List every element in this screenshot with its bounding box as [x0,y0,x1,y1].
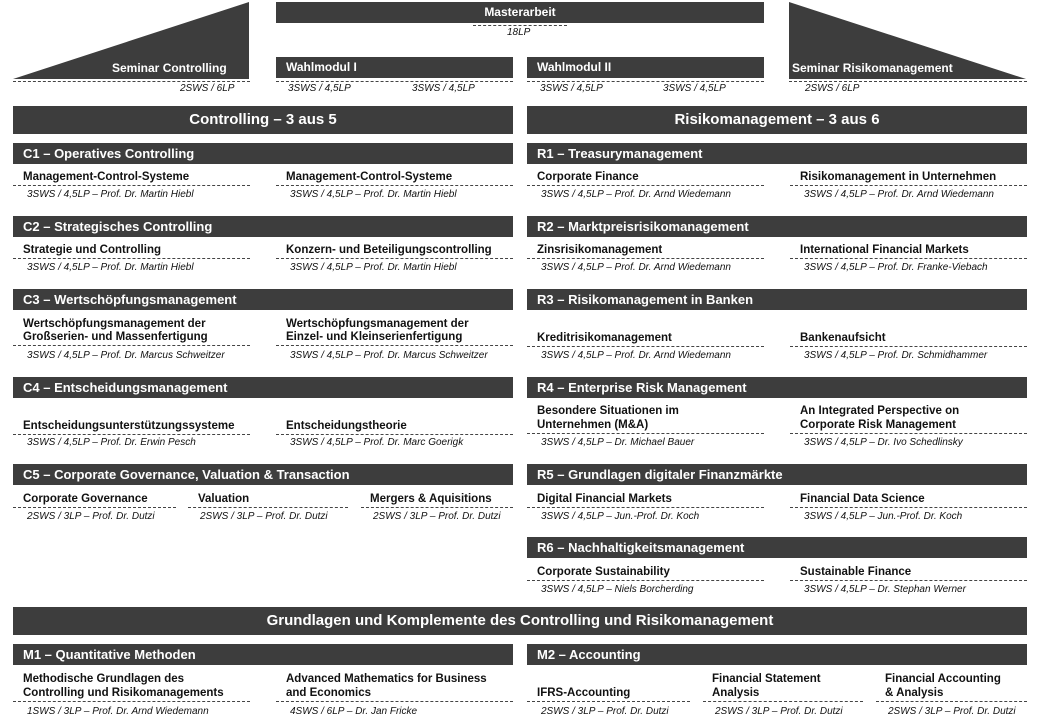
r2-module-2-info: 3SWS / 4,5LP – Prof. Dr. Franke-Viebach [804,262,988,273]
r5-header: R5 – Grundlagen digitaler Finanzmärkte [527,464,1027,485]
c2-module-2-name: Konzern- und Beteiligungscontrolling [276,244,513,259]
c3-module-2-name-line2: Einzel- und Kleinserienfertigung [276,331,513,346]
r2-module-1-name: Zinsrisikomanagement [527,244,764,259]
seminar-controlling-info: 2SWS / 6LP [180,83,235,94]
wahlmodul-2-divider [527,81,764,82]
m2-module-c-name-line1: Financial Accounting [885,673,1001,685]
seminar-controlling-divider [13,81,250,82]
wahlmodul-1-info-1: 3SWS / 4,5LP [288,83,351,94]
c2-module-2-info: 3SWS / 4,5LP – Prof. Dr. Martin Hiebl [290,262,457,273]
c3-header: C3 – Wertschöpfungsmanagement [13,289,513,310]
wahlmodul-1-divider [276,81,513,82]
m1-header: M1 – Quantitative Methoden [13,644,513,665]
m1-module-a-name-line2: Controlling und Risikomanagements [13,687,250,702]
r4-module-1-name-line1: Besondere Situationen im [537,405,679,417]
m2-module-b-name-line2: Analysis [703,687,863,702]
r6-module-2-info: 3SWS / 4,5LP – Dr. Stephan Werner [804,584,966,595]
controlling-header: Controlling – 3 aus 5 [13,106,513,134]
r1-module-1-name: Corporate Finance [527,171,764,186]
wahlmodul-1-title: Wahlmodul I [276,57,513,78]
m1-module-b-name-line2: and Economics [276,687,513,702]
c4-module-1-info: 3SWS / 4,5LP – Prof. Dr. Erwin Pesch [27,437,196,448]
c1-module-1-info: 3SWS / 4,5LP – Prof. Dr. Martin Hiebl [27,189,194,200]
r2-module-1-info: 3SWS / 4,5LP – Prof. Dr. Arnd Wiedemann [541,262,731,273]
seminar-controlling-title: Seminar Controlling [112,61,227,75]
c2-module-1-name: Strategie und Controlling [13,244,250,259]
c5-module-1-name: Corporate Governance [13,493,176,508]
c3-module-1-info: 3SWS / 4,5LP – Prof. Dr. Marcus Schweitzer [27,350,225,361]
r2-header: R2 – Marktpreisrisikomanagement [527,216,1027,237]
m2-module-a-info: 2SWS / 3LP – Prof. Dr. Dutzi [541,706,669,717]
m2-header: M2 – Accounting [527,644,1027,665]
c4-module-2-info: 3SWS / 4,5LP – Prof. Dr. Marc Goerigk [290,437,464,448]
seminar-risikomanagement-info: 2SWS / 6LP [805,83,860,94]
r5-module-2-name: Financial Data Science [790,493,1027,508]
risikomanagement-header: Risikomanagement – 3 aus 6 [527,106,1027,134]
masterarbeit-title: Masterarbeit [276,2,764,23]
r3-module-2-info: 3SWS / 4,5LP – Prof. Dr. Schmidhammer [804,350,988,361]
r2-module-2-name: International Financial Markets [790,244,1027,259]
seminar-risikomanagement-divider [789,81,1027,82]
wahlmodul-1-info-2: 3SWS / 4,5LP [412,83,475,94]
grundlagen-header: Grundlagen und Komplemente des Controlling und Risikomanagement [13,607,1027,635]
r3-module-1-info: 3SWS / 4,5LP – Prof. Dr. Arnd Wiedemann [541,350,731,361]
m1-module-b-name-line1: Advanced Mathematics for Business [286,673,487,685]
c2-module-1-info: 3SWS / 4,5LP – Prof. Dr. Martin Hiebl [27,262,194,273]
r4-module-2-name-line2: Corporate Risk Management [790,419,1027,434]
r4-module-1-name-line2: Unternehmen (M&A) [527,419,764,434]
c5-module-3-info: 2SWS / 3LP – Prof. Dr. Dutzi [373,511,501,522]
c1-module-2-name: Management-Control-Systeme [276,171,513,186]
c1-module-2-info: 3SWS / 4,5LP – Prof. Dr. Martin Hiebl [290,189,457,200]
r5-module-1-name: Digital Financial Markets [527,493,764,508]
r3-module-2-name: Bankenaufsicht [790,332,1027,347]
r4-module-1-info: 3SWS / 4,5LP – Dr. Michael Bauer [541,437,695,448]
m1-module-a-name-line1: Methodische Grundlagen des [23,673,185,685]
r4-header: R4 – Enterprise Risk Management [527,377,1027,398]
c2-header: C2 – Strategisches Controlling [13,216,513,237]
m1-module-b-info: 4SWS / 6LP – Dr. Jan Fricke [290,706,418,717]
c1-header: C1 – Operatives Controlling [13,143,513,164]
c3-module-1-name-line1: Wertschöpfungsmanagement der [23,318,206,330]
masterarbeit-info: 18LP [507,27,531,38]
wahlmodul-2-info-1: 3SWS / 4,5LP [540,83,603,94]
c3-module-2-info: 3SWS / 4,5LP – Prof. Dr. Marcus Schweitzer [290,350,488,361]
c4-header: C4 – Entscheidungsmanagement [13,377,513,398]
c5-module-2-name: Valuation [188,493,348,508]
c5-module-3-name: Mergers & Aquisitions [361,493,513,508]
c5-module-2-info: 2SWS / 3LP – Prof. Dr. Dutzi [200,511,328,522]
wahlmodul-2-title: Wahlmodul II [527,57,764,78]
c4-module-2-name: Entscheidungstheorie [276,420,513,435]
r3-module-1-name: Kreditrisikomanagement [527,332,764,347]
c5-module-1-info: 2SWS / 3LP – Prof. Dr. Dutzi [27,511,155,522]
r3-header: R3 – Risikomanagement in Banken [527,289,1027,310]
r6-module-1-name: Corporate Sustainability [527,566,764,581]
r6-header: R6 – Nachhaltigkeitsmanagement [527,537,1027,558]
r6-module-2-name: Sustainable Finance [790,566,1027,581]
c3-module-1-name-line2: Großserien- und Massenfertigung [13,331,250,346]
r4-module-2-info: 3SWS / 4,5LP – Dr. Ivo Schedlinsky [804,437,963,448]
c3-module-2-name-line1: Wertschöpfungsmanagement der [286,318,469,330]
wahlmodul-2-info-2: 3SWS / 4,5LP [663,83,726,94]
r5-module-1-info: 3SWS / 4,5LP – Jun.-Prof. Dr. Koch [541,511,700,522]
r1-module-2-info: 3SWS / 4,5LP – Prof. Dr. Arnd Wiedemann [804,189,994,200]
masterarbeit-divider [473,25,567,26]
r4-module-2-name-line1: An Integrated Perspective on [800,405,960,417]
c4-module-1-name: Entscheidungsunterstützungssysteme [13,420,250,435]
m2-module-a-name: IFRS-Accounting [527,687,690,702]
m2-module-c-name-line2: & Analysis [876,687,1027,702]
r1-module-2-name: Risikomanagement in Unternehmen [790,171,1027,186]
r1-header: R1 – Treasurymanagement [527,143,1027,164]
r5-module-2-info: 3SWS / 4,5LP – Jun.-Prof. Dr. Koch [804,511,963,522]
m2-module-c-info: 2SWS / 3LP – Prof. Dr. Dutzi [888,706,1016,717]
c1-module-1-name: Management-Control-Systeme [13,171,250,186]
m2-module-b-name-line1: Financial Statement [712,673,821,685]
m1-module-a-info: 1SWS / 3LP – Prof. Dr. Arnd Wiedemann [27,706,209,717]
r1-module-1-info: 3SWS / 4,5LP – Prof. Dr. Arnd Wiedemann [541,189,731,200]
seminar-risikomanagement-title: Seminar Risikomanagement [792,61,953,75]
r6-module-1-info: 3SWS / 4,5LP – Niels Borcherding [541,584,694,595]
c5-header: C5 – Corporate Governance, Valuation & Transaction [13,464,513,485]
m2-module-b-info: 2SWS / 3LP – Prof. Dr. Dutzi [715,706,843,717]
